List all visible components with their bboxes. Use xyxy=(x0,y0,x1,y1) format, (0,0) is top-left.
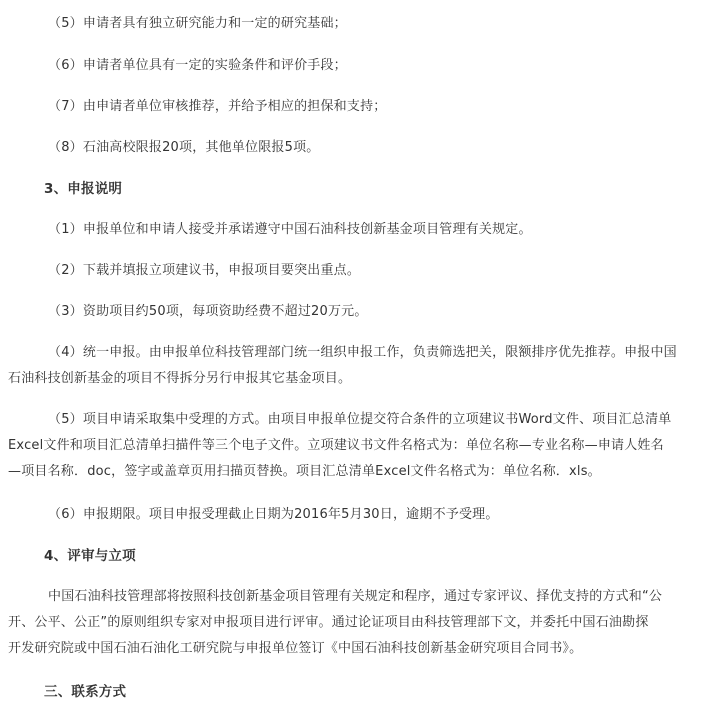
section-3-item-6: （6）申报期限。项目申报受理截止日期为2016年5月30日，逾期不予受理。 xyxy=(48,507,499,522)
section-3-item-5-line-1: （5）项目申请采取集中受理的方式。由项目申报单位提交符合条件的立项建议书Word文件、项目汇总清单 xyxy=(48,412,672,427)
contact-heading: 三、联系方式 xyxy=(44,684,127,700)
section-3-item-2: （2）下载并填报立项建议书，申报项目要突出重点。 xyxy=(48,263,361,278)
section-3-item-3: （3）资助项目约50项，每项资助经费不超过20万元。 xyxy=(48,304,368,319)
requirement-7: （7）由申请者单位审核推荐，并给予相应的担保和支持； xyxy=(48,99,387,114)
requirement-8: （8）石油高校限报20项，其他单位限报5项。 xyxy=(48,140,320,155)
section-4-line-2: 开、公平、公正”的原则组织专家对申报项目进行评审。通过论证项目由科技管理部下文，并委托中国石油勘探 xyxy=(8,615,649,630)
section-4-line-1: 中国石油科技管理部将按照科技创新基金项目管理有关规定和程序，通过专家评议、择优支持的方式和“公 xyxy=(48,589,663,604)
section-3-item-4-line-1: （4）统一申报。由申报单位科技管理部门统一组织申报工作，负责筛选把关，限额排序优先推荐。申报中国 xyxy=(48,345,677,360)
section-3-item-4-line-2: 石油科技创新基金的项目不得拆分另行申报其它基金项目。 xyxy=(8,371,352,386)
section-3-heading: 3、申报说明 xyxy=(44,181,123,197)
requirement-5: （5）申请者具有独立研究能力和一定的研究基础； xyxy=(48,16,347,31)
requirement-6: （6）申请者单位具有一定的实验条件和评价手段； xyxy=(48,58,347,73)
section-3-item-5-line-3: —项目名称．doc，签字或盖章页用扫描页替换。项目汇总清单Excel文件名格式为：单位名称．xls。 xyxy=(8,464,601,479)
section-4-heading: 4、评审与立项 xyxy=(44,548,136,564)
section-4-line-3: 开发研究院或中国石油石油化工研究院与申报单位签订《中国石油科技创新基金研究项目合同书》。 xyxy=(8,641,583,656)
section-3-item-5-line-2: Excel文件和项目汇总清单扫描件等三个电子文件。立项建议书文件名格式为：单位名称—专业名称—申请人姓名 xyxy=(8,438,664,453)
section-3-item-1: （1）申报单位和申请人接受并承诺遵守中国石油科技创新基金项目管理有关规定。 xyxy=(48,222,532,237)
